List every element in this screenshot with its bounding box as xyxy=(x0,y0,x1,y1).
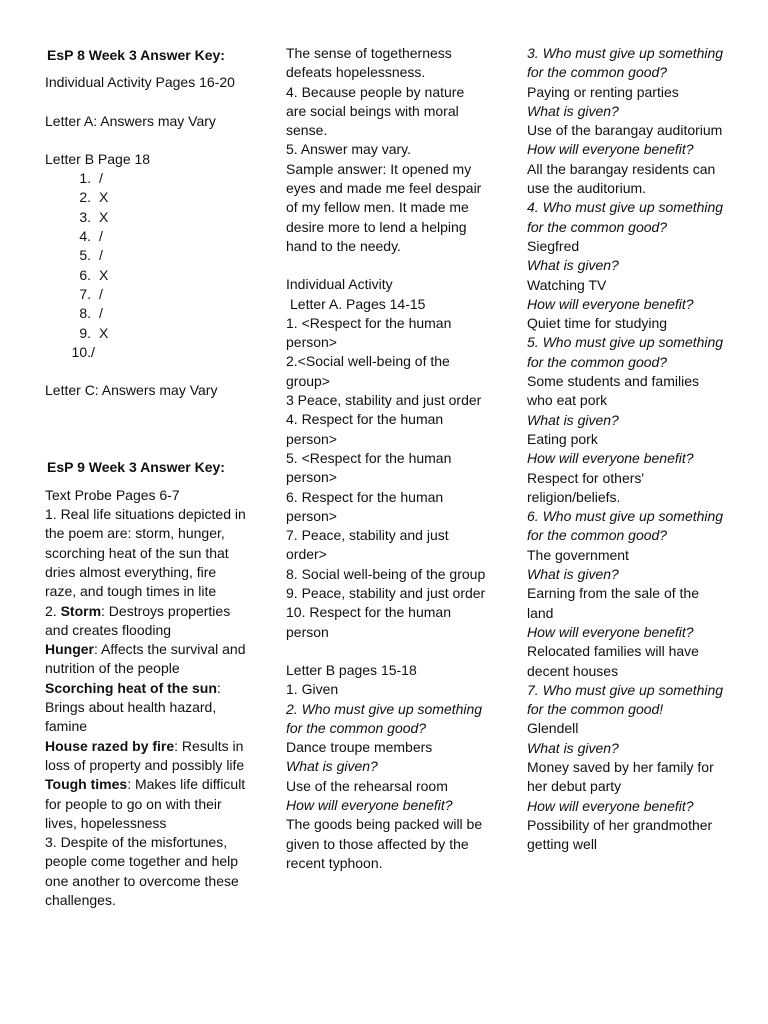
block-given-answer: Eating pork xyxy=(527,430,598,447)
esp9-item-2: 2. Storm: Destroys properties and creates flooding xyxy=(45,602,231,638)
esp9-text-probe: Text Probe Pages 6-7 xyxy=(45,486,180,503)
togetherness-text: The sense of togetherness defeats hopelessness. xyxy=(286,45,452,81)
heat-label: Scorching heat of the sun xyxy=(45,679,217,696)
letter-b-answer: Use of the rehearsal room xyxy=(286,777,448,794)
block-question: 3. Who must give up something for the common good? xyxy=(527,45,724,81)
letter-b-answer: Dance troupe members xyxy=(286,739,433,756)
block-given-question: What is given? xyxy=(527,257,619,274)
esp8-letter-a: Letter A: Answers may Vary xyxy=(45,112,216,129)
letter-b-block-6 xyxy=(527,507,727,681)
letter-b-question: 2. Who must give up something for the common good? xyxy=(286,700,483,736)
list-item: 8. / xyxy=(79,305,103,322)
block-given-answer: Watching TV xyxy=(527,276,607,293)
letter-b-answer: The goods being packed will be given to those affected by the recent typhoon. xyxy=(286,816,483,871)
block-given-question: What is given? xyxy=(527,566,619,583)
block-benefit-question: How will everyone benefit? xyxy=(527,797,694,814)
letter-a-answer: 2.<Social well-being of the group> xyxy=(286,353,450,389)
list-item: 9. X xyxy=(79,324,109,341)
letter-a-answer: 6. Respect for the human person> xyxy=(286,488,444,524)
hunger-label: Hunger xyxy=(45,641,94,658)
letter-a-answer: 4. Respect for the human person> xyxy=(286,411,444,447)
block-question: 4. Who must give up something for the common good? xyxy=(527,199,724,235)
letter-a-answer: 3 Peace, stability and just order xyxy=(286,392,482,409)
letter-a-answer: 9. Peace, stability and just order xyxy=(286,585,486,602)
letter-b-block-4 xyxy=(527,198,727,333)
letter-b-block-5 xyxy=(527,333,727,507)
tough-times-label: Tough times xyxy=(45,776,128,793)
individual-activity-heading: Individual Activity xyxy=(286,276,393,293)
sample-answer: Sample answer: It opened my eyes and made me feel despair of my fellow men. It made me desire more to lend a helping hand to the needy. xyxy=(286,160,482,254)
letter-b-block-3 xyxy=(527,44,727,198)
letter-a-answer: 10. Respect for the human person xyxy=(286,604,451,640)
esp9-item-5: 5. Answer may vary. xyxy=(286,141,412,158)
letter-b-heading: Letter B pages 15-18 xyxy=(286,661,417,678)
letter-b-question: What is given? xyxy=(286,758,378,775)
block-question: 6. Who must give up something for the common good? xyxy=(527,508,724,544)
letter-a-answer: 5. <Respect for the human person> xyxy=(286,449,452,486)
block-answer: Some students and families who eat pork xyxy=(527,373,699,409)
block-question: 7. Who must give up something for the common good! xyxy=(527,681,724,718)
letter-a-answer: 7. Peace, stability and just order> xyxy=(286,527,449,563)
block-benefit-answer: Relocated families will have decent houses xyxy=(527,643,699,679)
block-benefit-answer: All the barangay residents can use the auditorium. xyxy=(527,160,716,197)
letter-a-heading: Letter A. Pages 14-15 xyxy=(290,295,426,312)
letter-b-block-7 xyxy=(527,681,727,855)
block-benefit-question: How will everyone benefit? xyxy=(527,295,694,312)
letter-b-item-1: 1. Given xyxy=(286,681,339,698)
list-item: 2. X xyxy=(79,189,109,206)
esp9-fire: House razed by fire: Results in loss of property and possibly life xyxy=(45,737,245,773)
block-answer: Paying or renting parties xyxy=(527,83,679,100)
letter-a-answer: 8. Social well-being of the group xyxy=(286,565,486,582)
list-item: 6. X xyxy=(79,266,109,283)
block-given-answer: Use of the barangay auditorium xyxy=(527,122,723,139)
esp9-item-1: 1. Real life situations depicted in the poem are: storm, hunger, scorching heat of the sun that dries almost everything, fire raze, and tough times in lite xyxy=(45,506,246,600)
block-benefit-answer: Quiet time for studying xyxy=(527,315,668,332)
esp9-tough-times: Tough times: Makes life difficult for people to go on with their lives, hopelessness xyxy=(45,776,246,831)
esp9-item-4: 4. Because people by nature are social beings with moral sense. xyxy=(286,83,465,139)
letter-a-answer: 1. <Respect for the human person> xyxy=(286,314,452,351)
letter-b-question: How will everyone benefit? xyxy=(286,796,453,813)
list-item: 7. / xyxy=(79,285,103,302)
block-benefit-question: How will everyone benefit? xyxy=(527,623,694,640)
list-item: 1. / xyxy=(79,170,103,187)
storm-label: Storm xyxy=(60,602,102,619)
block-benefit-answer: Possibility of her grandmother getting well xyxy=(527,816,713,853)
block-given-answer: Earning from the sale of the land xyxy=(527,585,699,621)
block-given-question: What is given? xyxy=(527,739,619,756)
esp9-item-3: 3. Despite of the misfortunes, people come together and help one another to overcome these challenges. xyxy=(45,834,239,908)
block-answer: Glendell xyxy=(527,720,579,737)
block-benefit-question: How will everyone benefit? xyxy=(527,450,694,467)
block-answer: The government xyxy=(527,546,629,563)
esp8-letter-b: Letter B Page 18 xyxy=(45,150,151,167)
column-left xyxy=(45,44,250,910)
block-benefit-question: How will everyone benefit? xyxy=(527,141,694,158)
column-right xyxy=(527,44,727,854)
list-item: 3. X xyxy=(79,208,109,225)
esp8-letter-c: Letter C: Answers may Vary xyxy=(45,382,218,399)
block-given-question: What is given? xyxy=(527,411,619,428)
list-item: 10. / xyxy=(71,343,95,360)
block-benefit-answer: Respect for others' religion/beliefs. xyxy=(527,469,645,505)
esp9-heat: Scorching heat of the sun: Brings about health hazard, famine xyxy=(45,679,221,735)
esp9-hunger: Hunger: Affects the survival and nutrition of the people xyxy=(45,641,246,677)
block-given-question: What is given? xyxy=(527,102,619,119)
esp8-individual-activity: Individual Activity Pages 16-20 xyxy=(45,74,235,91)
block-question: 5. Who must give up something for the common good? xyxy=(527,334,724,370)
block-answer: Siegfred xyxy=(527,237,580,254)
esp8-title: EsP 8 Week 3 Answer Key: xyxy=(47,47,225,63)
fire-label: House razed by fire xyxy=(45,737,175,754)
block-given-answer: Money saved by her family for her debut party xyxy=(527,758,714,795)
letter-b-answer-list xyxy=(45,169,250,362)
column-middle xyxy=(286,44,486,873)
list-item: 5. / xyxy=(79,247,103,264)
list-item: 4. / xyxy=(79,228,103,245)
esp9-title: EsP 9 Week 3 Answer Key: xyxy=(47,459,225,476)
